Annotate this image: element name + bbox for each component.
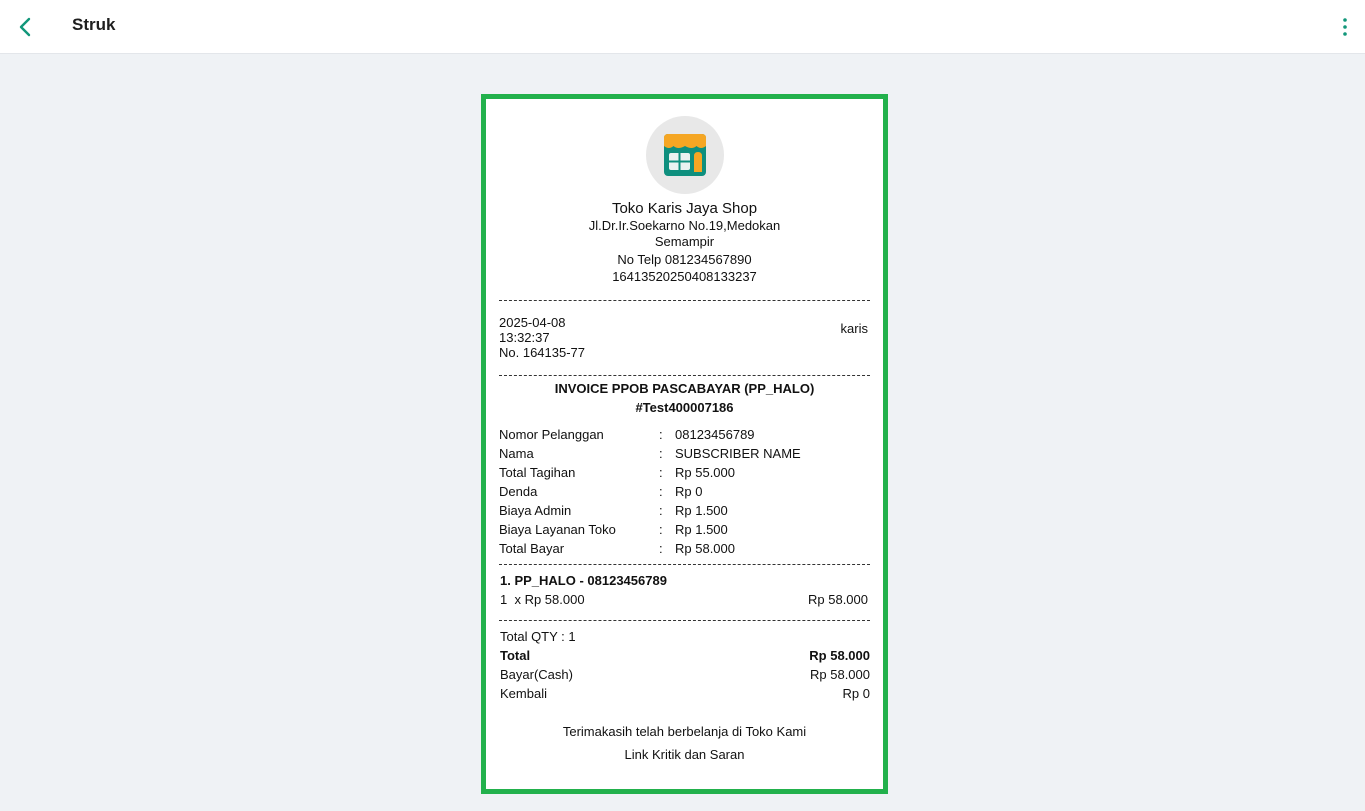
shop-address-line-2: Semampir [654,234,715,249]
shop-name: Toko Karis Jaya Shop [611,200,758,217]
storefront-icon [663,132,707,178]
detail-row: Biaya Layanan Toko : Rp 1.500 [499,522,728,537]
page-title: Struk [72,15,116,34]
divider [499,300,870,301]
paid-row: Bayar(Cash) Rp 58.000 [500,667,870,682]
total-row: Total Rp 58.000 [500,648,870,663]
item-title: 1. PP_HALO - 08123456789 [500,573,667,588]
cashier-name: karis [840,321,868,336]
feedback-link-label: Link Kritik dan Saran [624,747,745,762]
top-app-bar [0,0,1365,54]
invoice-details [499,425,870,558]
shop-phone: No Telp 081234567890 [617,252,752,267]
detail-row: Biaya Admin : Rp 1.500 [499,503,728,518]
receipt-preview[interactable] [481,94,888,794]
change-row: Kembali Rp 0 [500,686,870,701]
item-line [499,571,870,609]
transaction-time: 13:32:37 [499,330,550,345]
item-subtotal: Rp 58.000 [808,592,868,607]
detail-row: Nomor Pelanggan : 08123456789 [499,427,755,442]
detail-row: Total Bayar : Rp 58.000 [499,541,735,556]
payment-summary [499,627,870,703]
total-qty: Total QTY : 1 [500,629,576,644]
transaction-meta [499,315,870,360]
vertical-dots-icon [1342,17,1348,37]
shop-address-line-1: Jl.Dr.Ir.Soekarno No.19,Medokan [588,218,781,233]
detail-row: Total Tagihan : Rp 55.000 [499,465,735,480]
invoice-code: #Test400007186 [635,400,734,415]
item-qty-price: 1 x Rp 58.000 [500,592,585,607]
invoice-title: INVOICE PPOB PASCABAYAR (PP_HALO) [554,381,815,396]
detail-row: Nama : SUBSCRIBER NAME [499,446,801,461]
shop-logo [646,116,724,194]
divider [499,620,870,621]
chevron-left-icon [18,17,32,37]
divider [499,375,870,376]
thanks-message: Terimakasih telah berbelanja di Toko Kami [562,724,807,739]
back-button[interactable] [10,12,40,42]
more-options-button[interactable] [1333,12,1357,42]
divider [499,564,870,565]
transaction-date: 2025-04-08 [499,315,566,330]
shop-id: 16413520250408133237 [612,269,757,284]
detail-row: Denda : Rp 0 [499,484,703,499]
receipt-content [499,99,870,763]
transaction-number: No. 164135-77 [499,345,586,360]
